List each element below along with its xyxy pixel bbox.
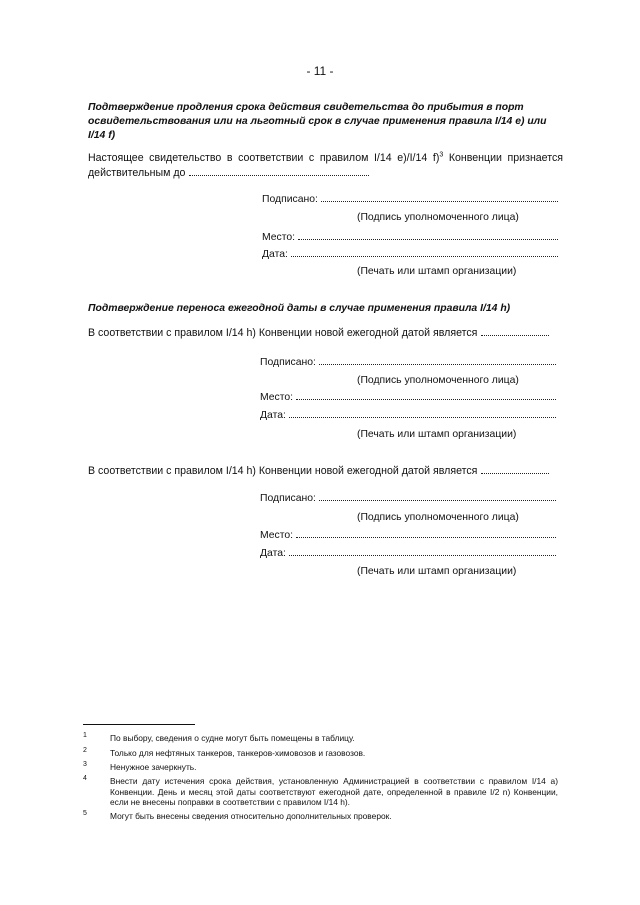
footnote [83,811,558,823]
new-annual-date-field[interactable] [481,334,549,336]
section1-signed-row [262,194,558,205]
section2-block2-signed-row [260,493,556,504]
place-field[interactable] [296,536,556,538]
footnote-separator [83,724,195,725]
date-label: Дата: [260,410,286,421]
section1-date-row [262,249,558,260]
signed-label: Подписано: [262,194,318,205]
stamp-caption: (Печать или штамп организации) [357,266,517,277]
signed-field[interactable] [319,499,556,501]
section2-block1-signed-row [260,357,556,368]
section2-block1-place-row [260,392,556,403]
footnote [83,748,558,760]
footnote-text: Ненужное зачеркнуть. [110,762,197,772]
footnote-text: Могут быть внесены сведения относительно дополнительных проверок. [110,811,392,821]
place-field[interactable] [296,398,556,400]
page-number: - 11 - [306,64,334,78]
section2-block2-body [88,464,568,479]
signature-caption: (Подпись уполномоченного лица) [357,212,519,223]
signed-label: Подписано: [260,357,316,368]
signature-caption: (Подпись уполномоченного лица) [357,375,519,386]
date-field[interactable] [291,255,558,257]
footnote-number: 3 [83,761,87,768]
footnote-text: По выбору, сведения о судне могут быть помещены в таблицу. [110,733,355,743]
section1-footnote-ref: 3 [439,151,444,159]
footnote [83,762,558,774]
footnote-number: 1 [83,732,87,739]
section1-place-row [262,232,558,243]
signed-label: Подписано: [260,493,316,504]
section2-block2-place-row [260,530,556,541]
date-label: Дата: [260,548,286,559]
place-label: Место: [260,530,294,541]
date-field[interactable] [289,554,556,556]
stamp-caption: (Печать или штамп организации) [357,566,517,577]
valid-until-field[interactable] [189,174,369,176]
date-label: Дата: [262,249,288,260]
new-annual-date-field[interactable] [481,472,549,474]
section1-body-text: Настоящее свидетельство в соответствии с правилом I/14 e)/I/14 f) [88,152,440,164]
footnote-text: Внести дату истечения срока действия, установленную Администрацией в соответствии с правилом I/14 a) Конвенции. День и месяц этой даты соответствуют ежегодной дате, определенной в правиле I/2 n) Конвенции, если не внесены поправки в соответствии с правилом I/14 h). [110,776,558,807]
place-field[interactable] [298,238,558,240]
footnote-number: 5 [83,810,87,817]
section1-body-text-cont: Конвенции признается действительным до [88,152,563,179]
place-label: Место: [262,232,296,243]
new-annual-date-text: В соответствии с правилом I/14 h) Конвенции новой ежегодной датой является [88,465,478,477]
section2-heading: Подтверждение переноса ежегодной даты в случае применения правила I/14 h) [88,303,511,314]
new-annual-date-text: В соответствии с правилом I/14 h) Конвенции новой ежегодной датой является [88,327,478,339]
signed-field[interactable] [321,200,558,202]
footnote-text: Только для нефтяных танкеров, танкеров-химовозов и газовозов. [110,748,366,758]
signature-caption: (Подпись уполномоченного лица) [357,512,519,523]
section1-heading: Подтверждение продления срока действия свидетельства до прибытия в порт освидетельствования или на льготный срок в случае применения правила I/14 e) или I/14 f) [88,102,547,141]
section1-body [88,151,563,181]
section2-block1-body [88,326,568,341]
place-label: Место: [260,392,294,403]
footnote-number: 4 [83,775,87,782]
section2-block2-date-row [260,548,556,559]
stamp-caption: (Печать или штамп организации) [357,429,517,440]
date-field[interactable] [289,416,556,418]
footnote [83,776,558,810]
footnote-number: 2 [83,747,87,754]
section2-block1-date-row [260,410,556,421]
signed-field[interactable] [319,363,556,365]
footnote [83,733,558,745]
